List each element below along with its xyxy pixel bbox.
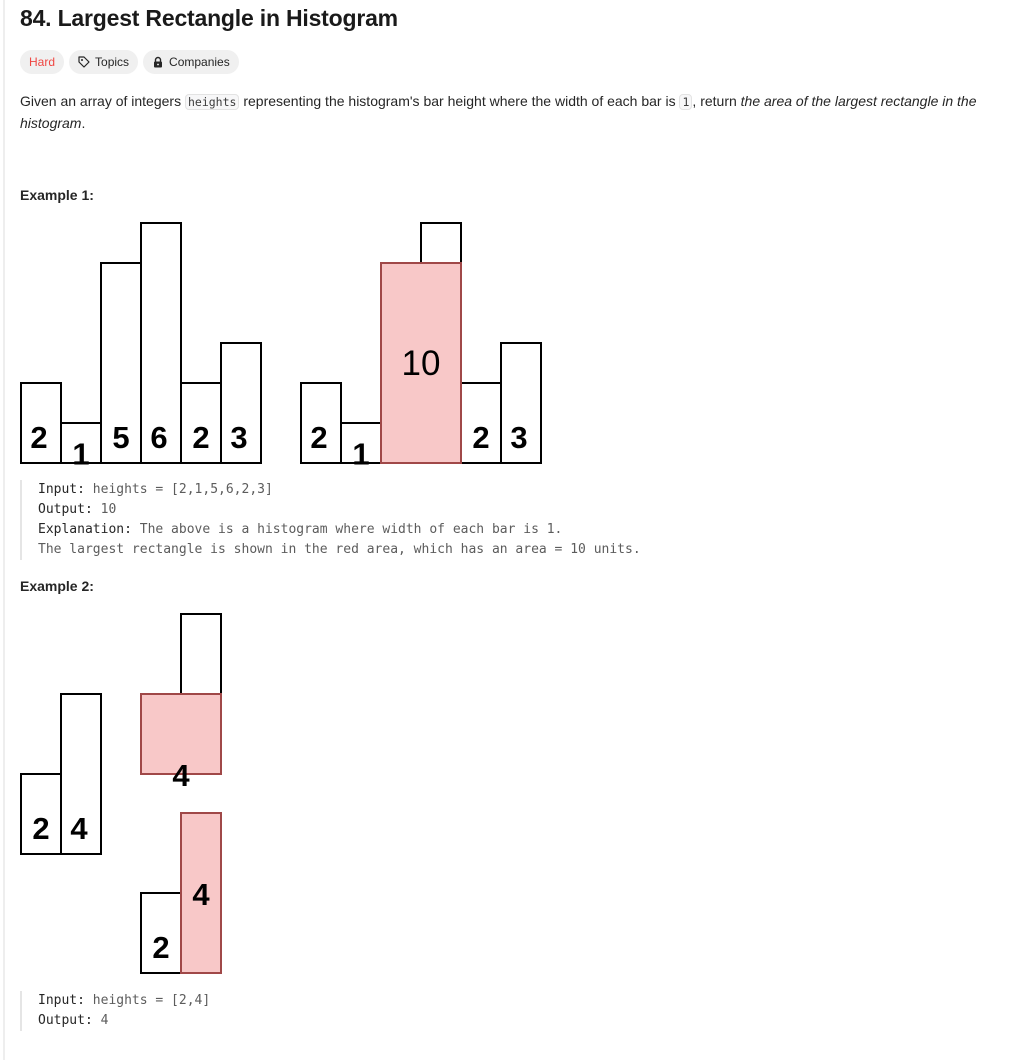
ex1-explanation-line2: The largest rectangle is shown in the red area, which has an area = 10 units. [38, 542, 641, 557]
ex1-explanation-label: Explanation: [38, 522, 132, 537]
example-1-title: Example 1: [20, 187, 94, 203]
ex1-left-bar-label-1: 1 [72, 436, 90, 472]
ex1-right-bar-label-1: 1 [352, 436, 370, 472]
ex2-option-b-highlight-label: 4 [192, 877, 210, 912]
ex2-plain-bar-label-0: 2 [32, 810, 50, 846]
ex2-output-value: 4 [92, 1013, 109, 1028]
desc-code-one: 1 [679, 94, 692, 110]
ex2-output-label: Output: [38, 1013, 93, 1028]
desc-code-heights: heights [185, 94, 239, 110]
ex1-right-highlight-label: 10 [401, 344, 441, 383]
example-2-block [20, 991, 210, 1031]
ex2-option-b-bar-label-0: 2 [152, 929, 170, 965]
ex1-left-bar-label-3: 6 [150, 419, 168, 455]
ex1-left-bar-label-2: 5 [112, 419, 130, 455]
problem-title: 84. Largest Rectangle in Histogram [20, 5, 398, 31]
ex1-input-label: Input: [38, 482, 85, 497]
ex2-option-a-highlight-label: 4 [172, 758, 190, 793]
ex1-left-bar-label-0: 2 [30, 419, 48, 455]
ex2-input-label: Input: [38, 993, 85, 1008]
ex1-left-bar-label-4: 2 [192, 419, 210, 455]
desc-text-3: , return [692, 93, 741, 109]
topics-label: Topics [95, 55, 130, 69]
difficulty-badge: Hard [20, 50, 64, 74]
ex1-input-value: heights = [2,1,5,6,2,3] [84, 482, 273, 497]
ex1-explanation-value: The above is a histogram where width of each bar is 1. [131, 522, 563, 537]
ex2-input-value: heights = [2,4] [84, 993, 211, 1008]
ex1-right-bar-label-5: 3 [510, 419, 528, 455]
desc-text-4: . [81, 115, 86, 131]
desc-emphasis: the area of the largest rectangle in the histogram [20, 93, 977, 131]
ex1-right-bar-label-0: 2 [310, 419, 328, 455]
ex1-output-label: Output: [38, 502, 93, 517]
desc-text-1: Given an array of integers [20, 93, 185, 109]
ex1-output-value: 10 [92, 502, 117, 517]
example-1-block [20, 480, 641, 560]
companies-label: Companies [169, 55, 230, 69]
example-2-title: Example 2: [20, 578, 94, 594]
ex2-plain-bar-label-1: 4 [70, 810, 88, 846]
ex1-left-bar-label-5: 3 [230, 419, 248, 455]
ex1-right-bar-label-4: 2 [472, 419, 490, 455]
desc-text-2: representing the histogram's bar height where the width of each bar is [239, 93, 680, 109]
